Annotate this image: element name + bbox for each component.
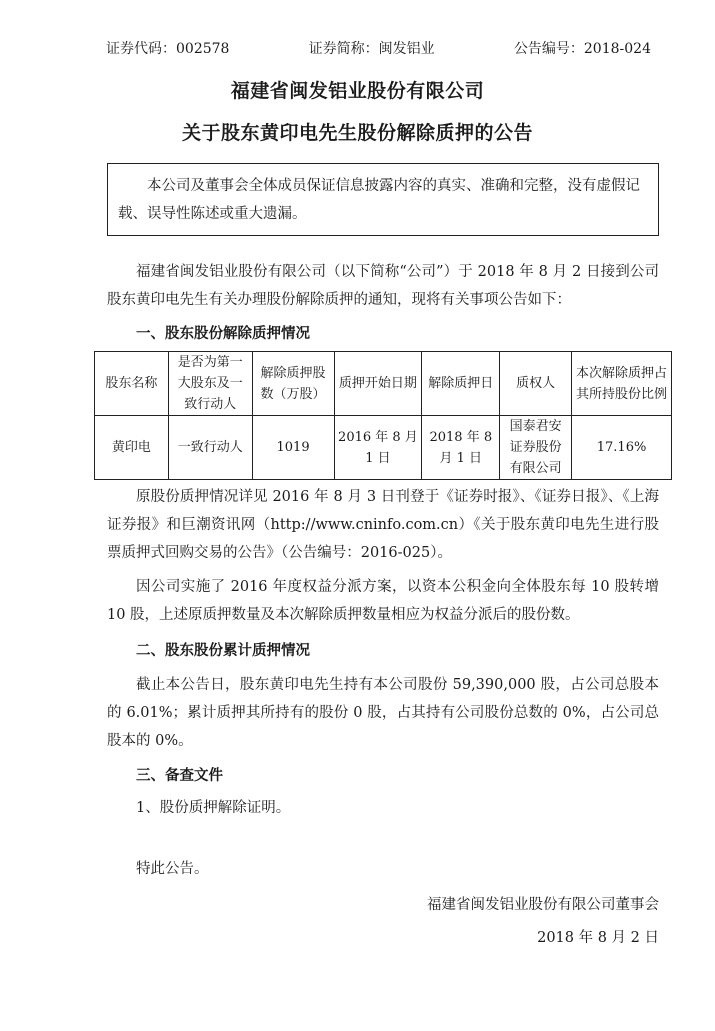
document-header bbox=[106, 38, 651, 58]
table-header-cell: 质权人 bbox=[500, 352, 572, 416]
section3-heading: 三、备查文件 bbox=[136, 767, 223, 784]
security-short-name: 证券简称：闽发铝业 bbox=[308, 41, 435, 57]
table-header-cell: 解除质押日 bbox=[422, 352, 500, 416]
table-row bbox=[95, 416, 672, 480]
table-header-cell: 股东名称 bbox=[95, 352, 169, 416]
table-cell: 2018 年 8 月 1 日 bbox=[422, 416, 500, 480]
pledge-release-table bbox=[94, 351, 672, 480]
notice-number: 公告编号：2018-024 bbox=[513, 41, 651, 57]
table-cell: 17.16% bbox=[572, 416, 672, 480]
signature-date: 2018 年 8 月 2 日 bbox=[537, 930, 659, 946]
table-header-cell: 本次解除质押占其所持股份比例 bbox=[572, 352, 672, 416]
table-header-cell: 是否为第一大股东及一致行动人 bbox=[168, 352, 252, 416]
intro-paragraph: 福建省闽发铝业股份有限公司（以下简称“公司”）于 2018 年 8 月 2 日接到公司股东黄印电先生有关办理股份解除质押的通知，现将有关事项公告如下： bbox=[107, 264, 659, 308]
announcement-title: 关于股东黄印电先生股份解除质押的公告 bbox=[181, 122, 533, 144]
table-cell: 国泰君安证券股份有限公司 bbox=[500, 416, 572, 480]
signature-organization: 福建省闽发铝业股份有限公司董事会 bbox=[427, 897, 659, 913]
table-cell: 1019 bbox=[252, 416, 334, 480]
section1-heading: 一、股东股份解除质押情况 bbox=[136, 325, 310, 342]
security-code: 证券代码：002578 bbox=[106, 41, 230, 57]
equity-distribution-paragraph: 因公司实施了 2016 年度权益分派方案，以资本公积金向全体股东每 10 股转增 10 股，上述原质押数量及本次解除质押数量相应为权益分派后的股份数。 bbox=[107, 579, 659, 623]
table-cell: 黄印电 bbox=[95, 416, 169, 480]
table-cell: 2016 年 8 月 1 日 bbox=[334, 416, 422, 480]
table-header-row bbox=[95, 352, 672, 416]
disclaimer-box: 本公司及董事会全体成员保证信息披露内容的真实、准确和完整，没有虚假记载、误导性陈述或重大遗漏。 bbox=[107, 163, 659, 236]
pledge-history-paragraph: 原股份质押情况详见 2016 年 8 月 3 日刊登于《证券时报》、《证券日报》、《上海证券报》和巨潮资讯网（http://www.cninfo.com.cn）《关于股东黄印电先生进行股票质押式回购交易的公告》（公告编号：2016-025）。 bbox=[107, 489, 659, 561]
reference-document-item: 1、股份质押解除证明。 bbox=[136, 800, 291, 816]
table-header-cell: 解除质押股数（万股） bbox=[252, 352, 334, 416]
table-cell: 一致行动人 bbox=[168, 416, 252, 480]
table-header-cell: 质押开始日期 bbox=[334, 352, 422, 416]
cumulative-pledge-paragraph: 截止本公告日，股东黄印电先生持有本公司股份 59,390,000 股，占公司总股本的 6.01%；累计质押其所持有的股份 0 股，占其持有公司股份总数的 0%，占公司总股本的 0%。 bbox=[107, 677, 659, 749]
company-title: 福建省闽发铝业股份有限公司 bbox=[230, 80, 485, 102]
section2-heading: 二、股东股份累计质押情况 bbox=[136, 642, 310, 659]
closing-statement: 特此公告。 bbox=[136, 861, 209, 877]
